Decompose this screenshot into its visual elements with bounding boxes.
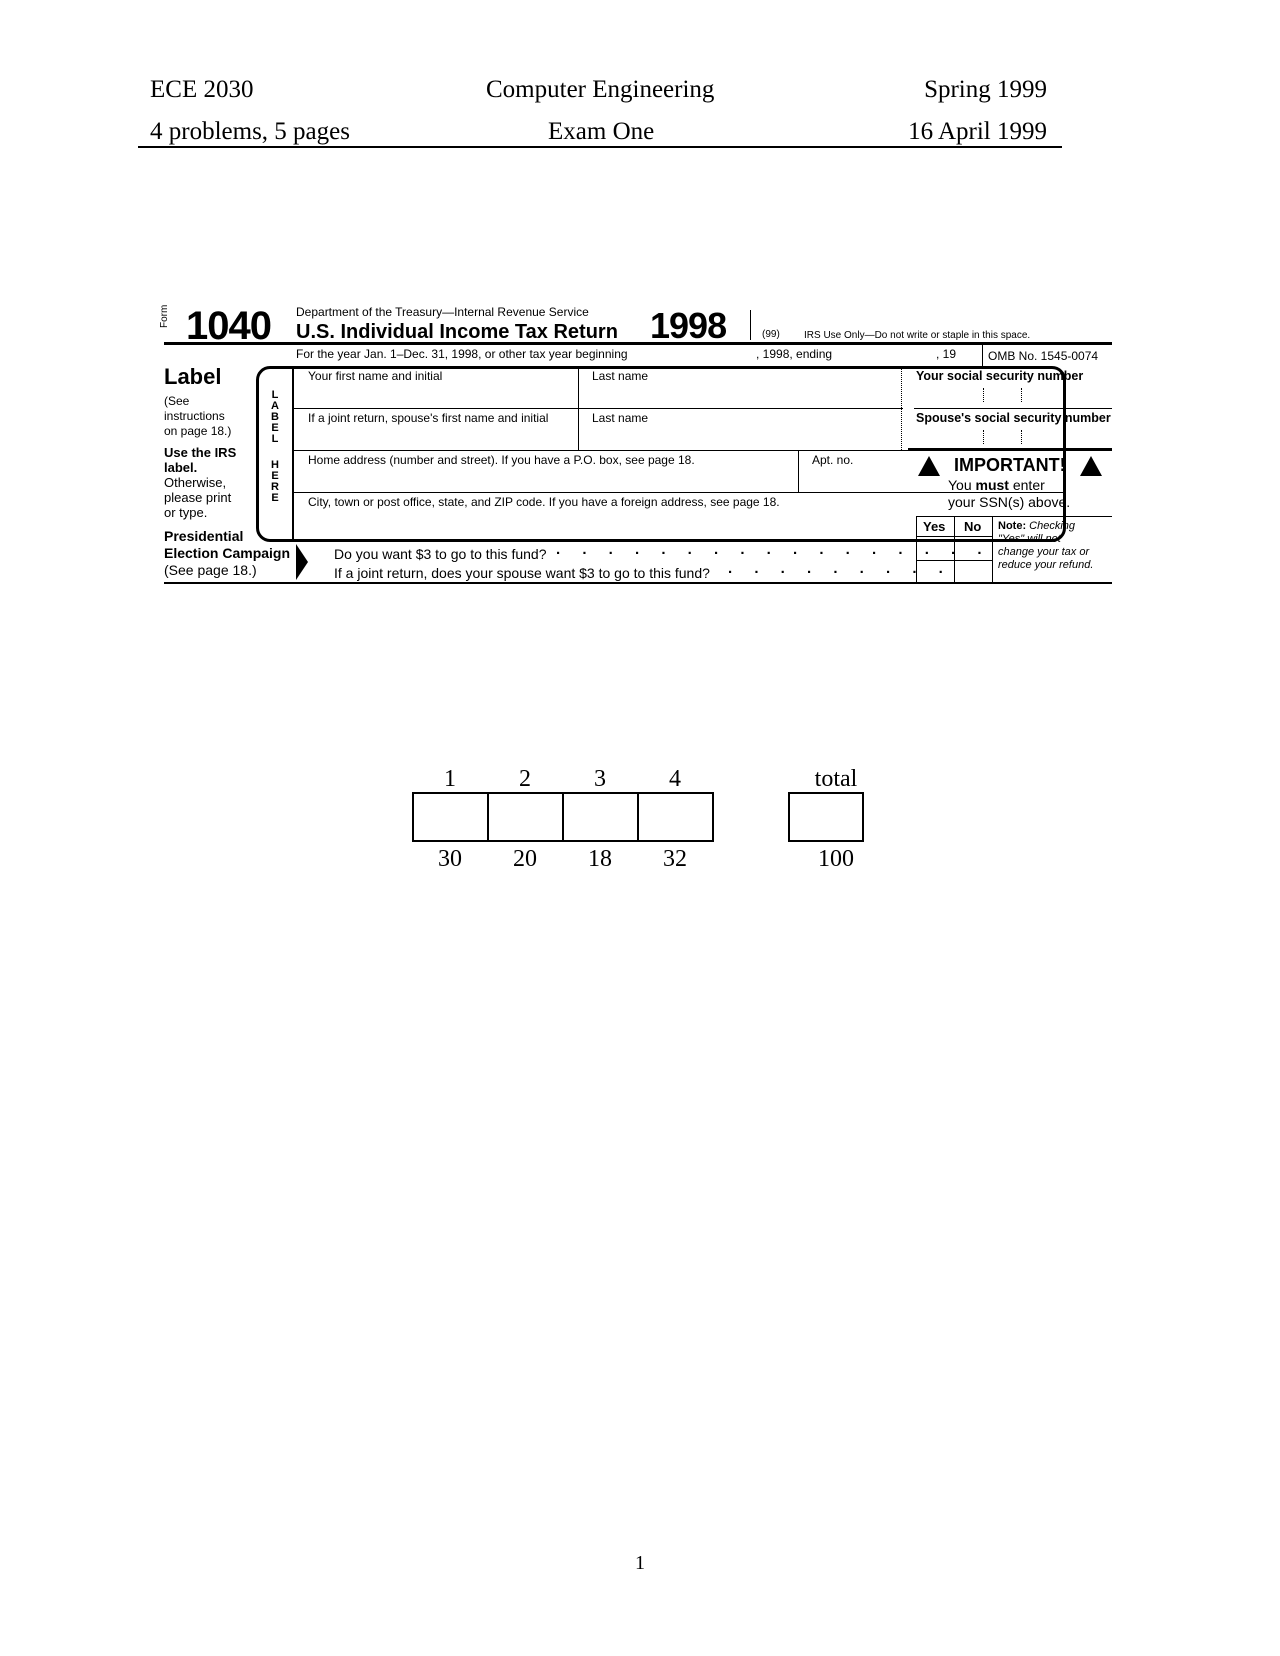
campaign-arrow-icon bbox=[296, 544, 308, 580]
vertical-label: L A B E L bbox=[271, 389, 279, 445]
department: Computer Engineering bbox=[486, 76, 715, 103]
agency: Department of the Treasury—Internal Revenue Service bbox=[296, 305, 589, 319]
problem-2-label: 2 bbox=[519, 766, 531, 792]
presidential-1: Presidential bbox=[164, 528, 244, 544]
nineteen-label: , 19 bbox=[936, 347, 957, 361]
apt-field[interactable]: Apt. no. bbox=[812, 453, 854, 467]
ssn-above: your SSN(s) above. bbox=[948, 494, 1071, 510]
form-code: (99) bbox=[762, 329, 780, 340]
problem-2-score-box[interactable] bbox=[488, 793, 562, 841]
label-heading: Label bbox=[164, 364, 222, 389]
otherwise-2: please print bbox=[164, 490, 232, 505]
otherwise-1: Otherwise, bbox=[164, 475, 227, 490]
spouse-first-name-field[interactable]: If a joint return, spouse's first name and initial bbox=[308, 411, 549, 425]
presidential-2: Election Campaign bbox=[164, 545, 291, 561]
page-number: 1 bbox=[635, 1552, 645, 1574]
first-name-field[interactable]: Your first name and initial bbox=[308, 369, 443, 383]
important-label: IMPORTANT! bbox=[954, 455, 1066, 475]
exam-summary: 4 problems, 5 pages bbox=[150, 118, 350, 145]
exam-date: 16 April 1999 bbox=[908, 118, 1047, 145]
label-instructions-3: on page 18.) bbox=[164, 424, 232, 438]
problem-3-points: 18 bbox=[588, 846, 612, 872]
fund-question-2: If a joint return, does your spouse want $3 to go to this fund? bbox=[334, 565, 710, 581]
last-name-field[interactable]: Last name bbox=[592, 369, 649, 383]
problem-1-points: 30 bbox=[438, 846, 462, 872]
warning-triangle-left-icon bbox=[918, 456, 940, 476]
form-title: U.S. Individual Income Tax Return bbox=[296, 321, 618, 343]
problem-2-points: 20 bbox=[513, 846, 537, 872]
course-code: ECE 2030 bbox=[150, 76, 254, 103]
spouse-ssn-field[interactable]: Spouse's social security number bbox=[916, 411, 1111, 425]
total-points: 100 bbox=[818, 846, 854, 872]
must-enter-bold: must bbox=[975, 477, 1009, 493]
vertical-here: H E R E bbox=[271, 459, 279, 504]
spouse-last-name-field[interactable]: Last name bbox=[592, 411, 649, 425]
form-number: 1040 bbox=[186, 304, 271, 348]
problem-4-label: 4 bbox=[669, 766, 681, 792]
note-line-1: Checking bbox=[1029, 520, 1076, 532]
form-1040: Form 1040 Department of the Treasury—Internal Revenue Service U.S. Individual Income Tax Return 1998 (99) IRS Use Only—Do not write or staple in this space. For the year Jan. 1–Dec. 31, 1998, or other tax year beginning , 1998, ending , 19 OMB No. 1545-0074 Label (See instructions on page 18.) Use the IRS label. Otherwise, please print or type. Presidential Election Campaign (See page 18.) L A B E L H E R E Your first name and initial Last name If a joint return, spouse's first name and initial Last name Home address (number and street). If you have a P.O. box, see page 18. Apt. no. City, town or post office, state, and ZIP code. If you have a foreign address, see page 18. Your social security number Spouse's social security number IMPORTANT! You must enter your SSN(s) above. Yes No Note: Checking "Yes" will not change your tax or reduce your refund. Do you want $3 to go to this fund? . . . . . . . . . . . . . . . . . If a joint return, does your spouse want $3 to go to this fund? . . . . . . . . . bbox=[164, 302, 1112, 582]
spouse-fund-no-checkbox[interactable] bbox=[955, 561, 991, 581]
term: Spring 1999 bbox=[924, 76, 1047, 103]
header-rule bbox=[138, 146, 1062, 148]
warning-triangle-right-icon bbox=[1080, 456, 1102, 476]
total-label: total bbox=[814, 766, 858, 792]
note-line-2: "Yes" will not bbox=[998, 533, 1061, 545]
label-instructions-2: instructions bbox=[164, 409, 225, 423]
problem-4-points: 32 bbox=[663, 846, 687, 872]
otherwise-3: or type. bbox=[164, 505, 208, 520]
ending-label: , 1998, ending bbox=[756, 347, 833, 361]
label-instructions-1: (See bbox=[164, 394, 190, 408]
problem-4-score-box[interactable] bbox=[638, 793, 712, 841]
form-year: 1998 bbox=[650, 305, 727, 346]
ssn-field[interactable]: Your social security number bbox=[916, 369, 1084, 383]
no-label: No bbox=[964, 519, 982, 534]
note-line-3: change your tax or bbox=[998, 546, 1090, 558]
total-score-box[interactable] bbox=[788, 792, 864, 842]
irs-use-only: IRS Use Only—Do not write or staple in this space. bbox=[804, 330, 1031, 341]
problem-1-score-box[interactable] bbox=[413, 793, 487, 841]
problem-3-label: 3 bbox=[594, 766, 606, 792]
yes-label: Yes bbox=[923, 519, 946, 534]
note-line-4: reduce your refund. bbox=[998, 559, 1094, 571]
note-text bbox=[998, 520, 1093, 572]
use-irs-1: Use the IRS bbox=[164, 445, 237, 460]
problem-3-score-box[interactable] bbox=[563, 793, 637, 841]
note-bold: Note: bbox=[998, 520, 1027, 532]
home-address-field[interactable]: Home address (number and street). If you have a P.O. box, see page 18. bbox=[308, 453, 695, 467]
omb-number: OMB No. 1545-0074 bbox=[988, 349, 1099, 363]
must-enter-pre: You bbox=[948, 477, 972, 493]
tax-year-line: For the year Jan. 1–Dec. 31, 1998, or other tax year beginning bbox=[296, 347, 628, 361]
presidential-3: (See page 18.) bbox=[164, 562, 257, 578]
must-enter-post: enter bbox=[1012, 477, 1045, 493]
fund-question-1: Do you want $3 to go to this fund? bbox=[334, 546, 547, 562]
city-field[interactable]: City, town or post office, state, and ZIP code. If you have a foreign address, see page 18. bbox=[308, 495, 780, 509]
exam-title: Exam One bbox=[548, 118, 655, 145]
use-irs-2: label. bbox=[164, 460, 198, 475]
form-word: Form bbox=[159, 304, 170, 328]
problem-1-label: 1 bbox=[444, 766, 456, 792]
